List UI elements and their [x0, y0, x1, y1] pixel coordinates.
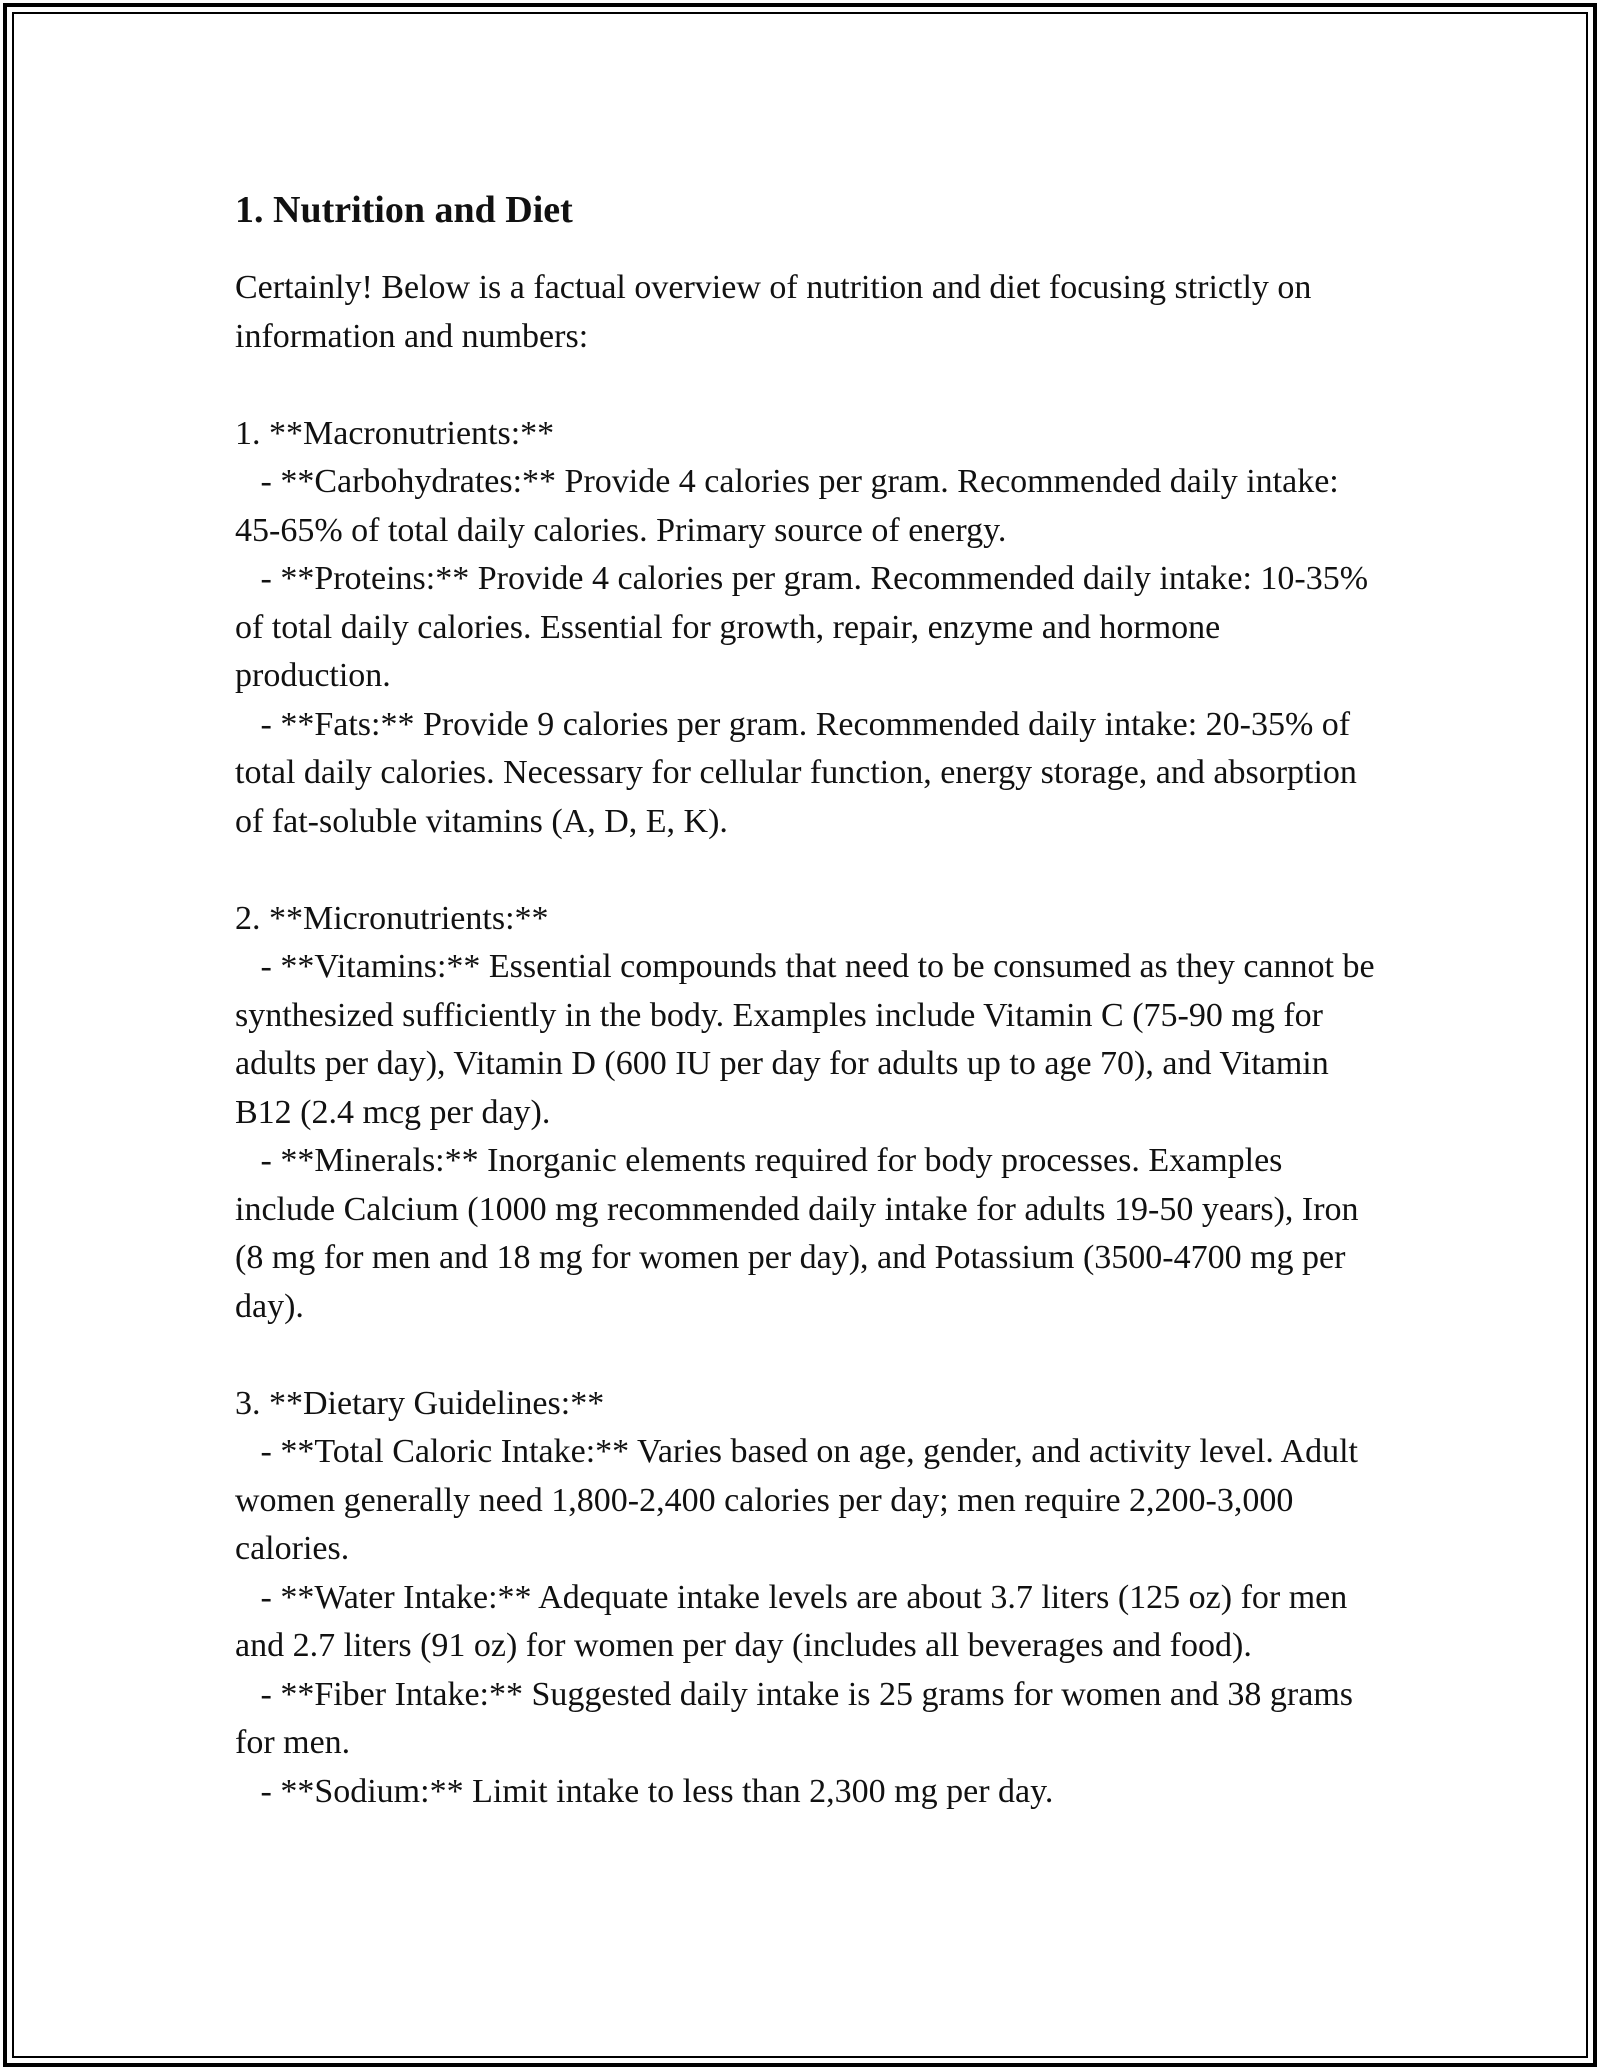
caloric-intake-item: - **Total Caloric Intake:** Varies based on age, gender, and activity level. Adult women generally need 1,800-2,400 calories per day; men require 2,200-3,000 calories.	[235, 1433, 1367, 1567]
macronutrients-title: 1. **Macronutrients:**	[235, 414, 555, 452]
water-intake-item: - **Water Intake:** Adequate intake levels are about 3.7 liters (125 oz) for men and 2.7 liters (91 oz) for women per day (includes all beverages and food).	[235, 1578, 1356, 1664]
proteins-item: - **Proteins:** Provide 4 calories per gram. Recommended daily intake: 10-35% of total daily calories. Essential for growth, repair, enzyme and hormone production.	[235, 560, 1377, 694]
fiber-intake-item: - **Fiber Intake:** Suggested daily intake is 25 grams for women and 38 grams for men.	[235, 1675, 1362, 1761]
intro-paragraph: Certainly! Below is a factual overview of nutrition and diet focusing strictly on information and numbers:	[235, 269, 1320, 355]
minerals-item: - **Minerals:** Inorganic elements required for body processes. Examples include Calcium (1000 mg recommended daily intake for adults 19-50 years), Iron (8 mg for men and 18 mg for women per day), and Potassium (3500-4700 mg per day).	[235, 1142, 1368, 1325]
spacer	[235, 846, 1375, 895]
sodium-item: - **Sodium:** Limit intake to less than 2,300 mg per day.	[235, 1772, 1054, 1810]
carbohydrates-item: - **Carbohydrates:** Provide 4 calories per gram. Recommended daily intake: 45-65% of total daily calories. Primary source of energy.	[235, 463, 1348, 549]
fats-item: - **Fats:** Provide 9 calories per gram. Recommended daily intake: 20-35% of total daily calories. Necessary for cellular function, energy storage, and absorption of fat-soluble vitamins (A, D, E, K).	[235, 705, 1366, 840]
micronutrients-title: 2. **Micronutrients:**	[235, 899, 549, 937]
vitamins-item: - **Vitamins:** Essential compounds that need to be consumed as they cannot be synthesized sufficiently in the body. Examples include Vitamin C (75-90 mg for adults per day), Vitamin D (600 IU per day for adults up to age 70), and Vitamin B12 (2.4 mcg per day).	[235, 948, 1384, 1131]
document-content	[235, 184, 1384, 1816]
section-heading: 1. Nutrition and Diet	[235, 189, 573, 231]
dietary-guidelines-title: 3. **Dietary Guidelines:**	[235, 1384, 605, 1422]
spacer	[235, 1331, 1375, 1380]
spacer	[235, 361, 1375, 410]
